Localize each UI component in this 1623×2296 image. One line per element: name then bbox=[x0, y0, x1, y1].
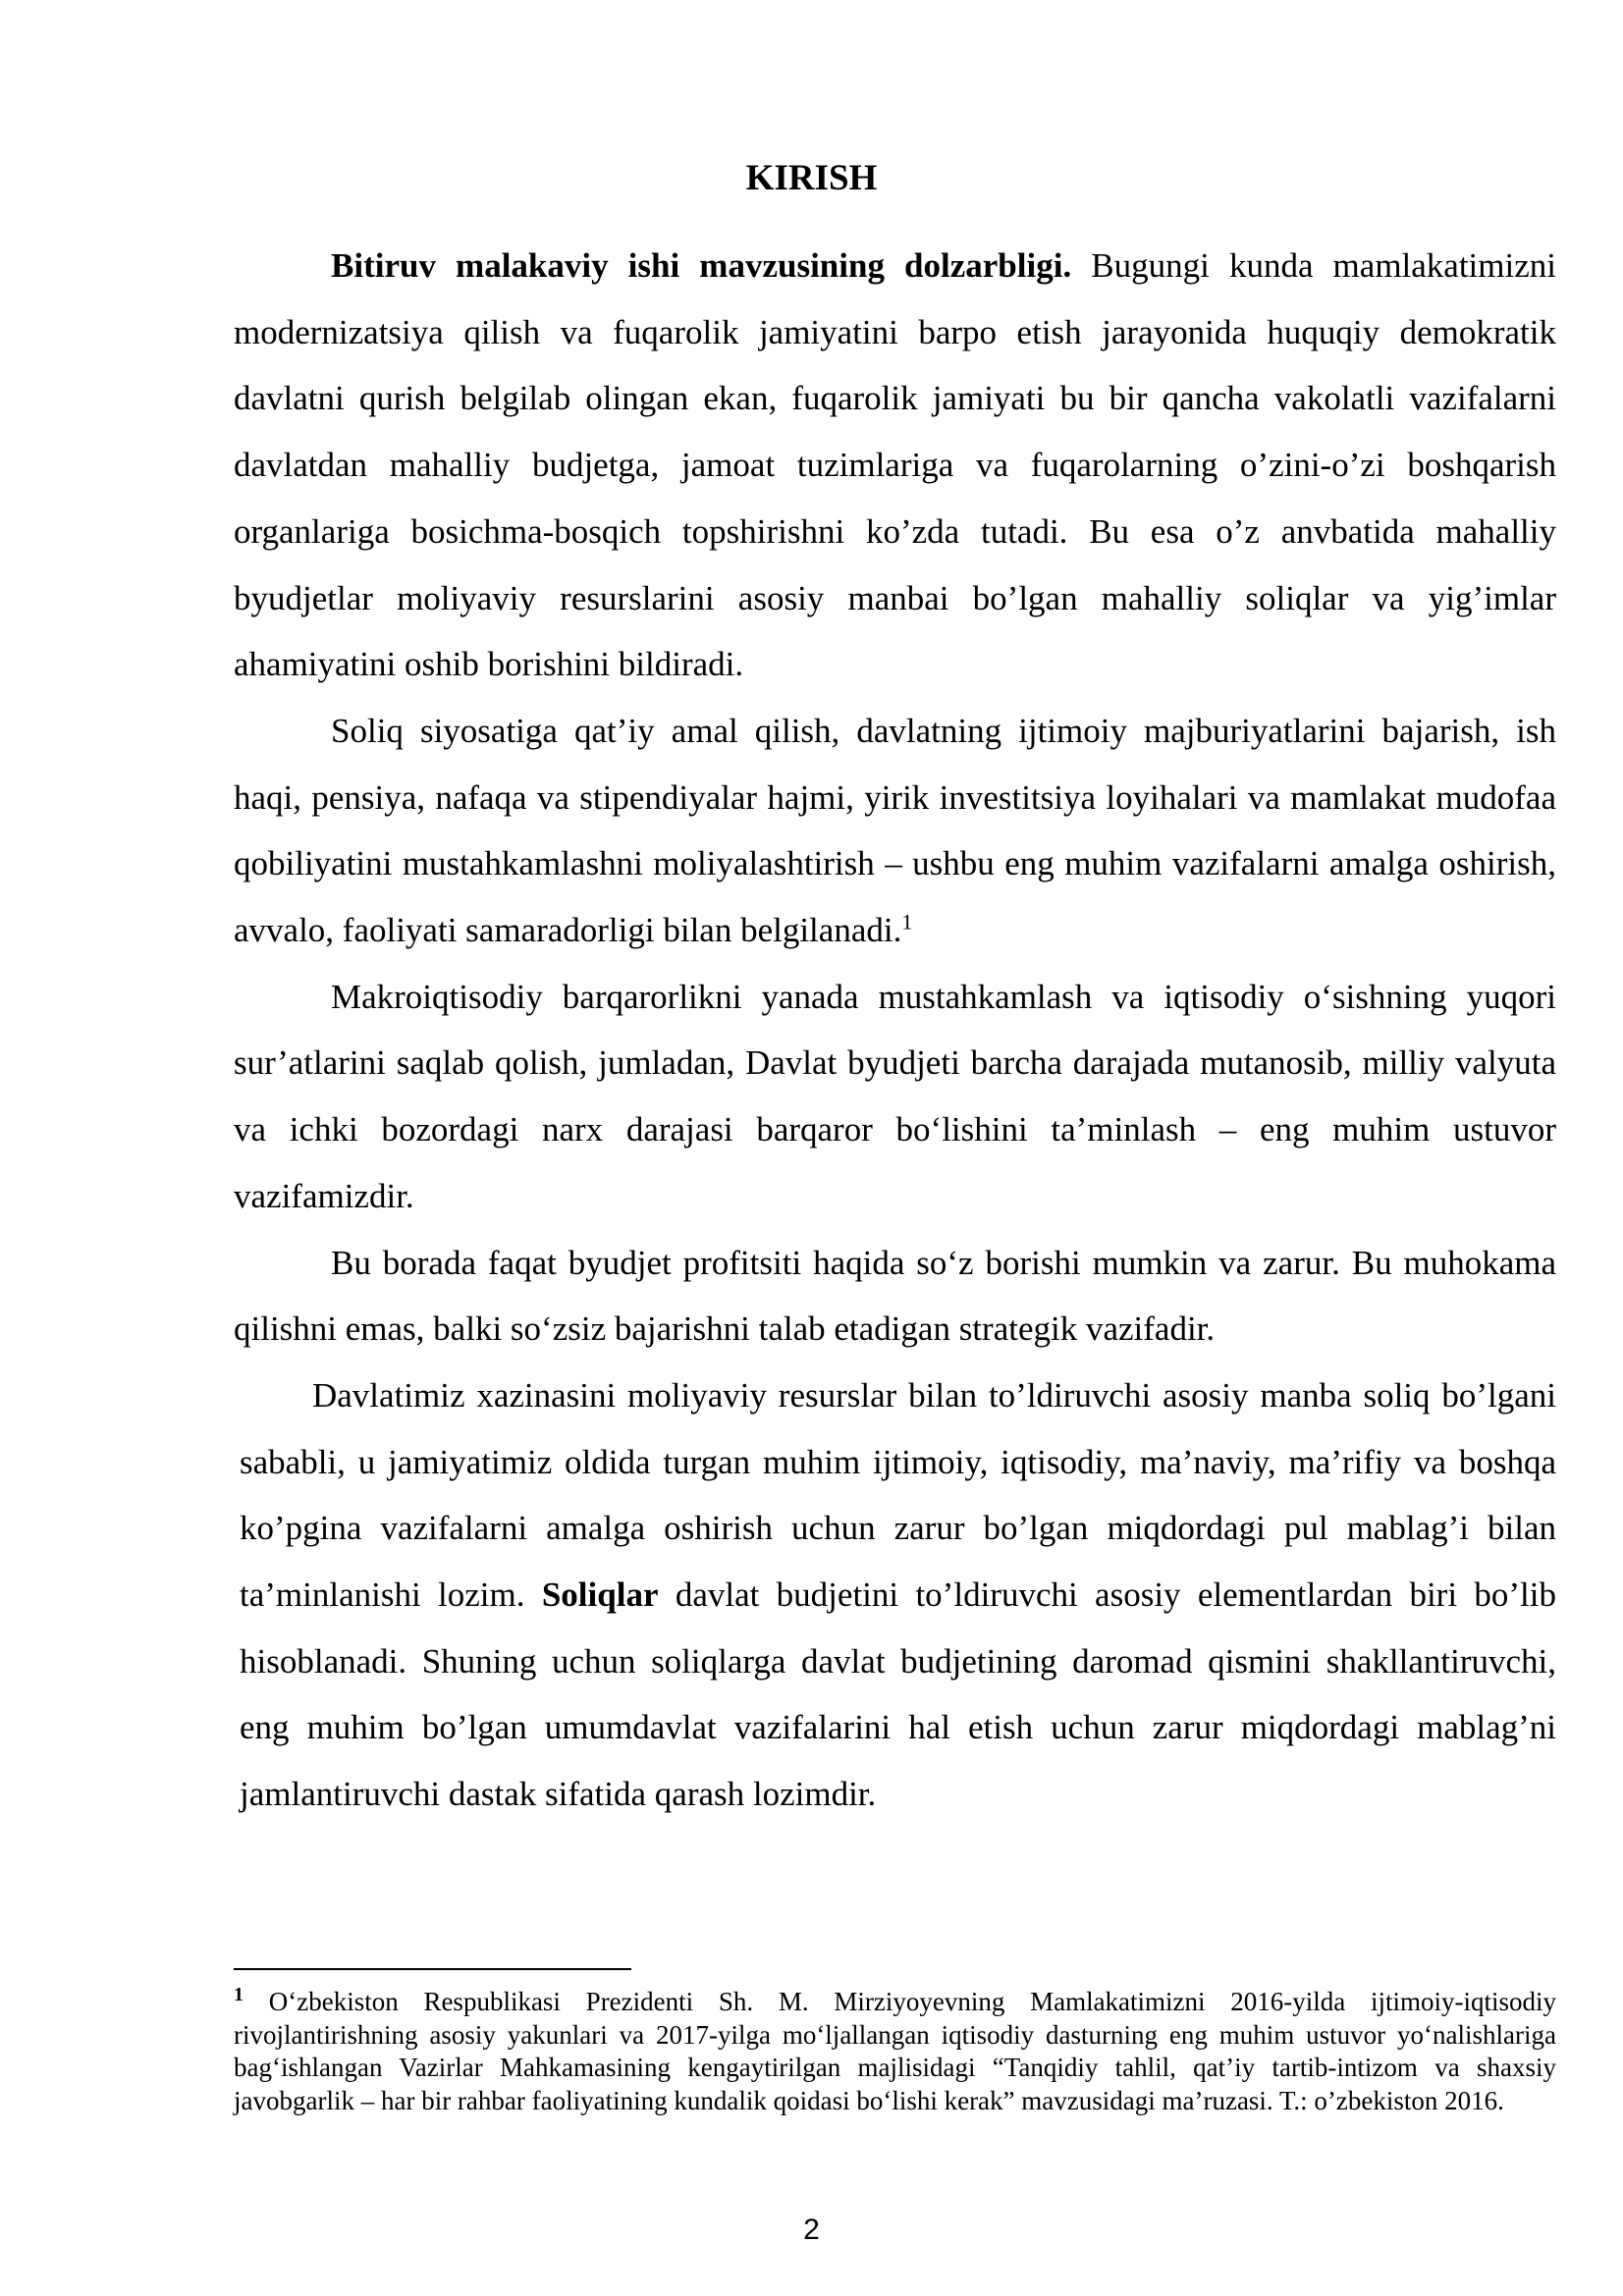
paragraph-text: Makroiqtisodiy barqarorlikni yanada mustahkamlash va iqtisodiy o‘sishning yuqori sur’atlarini saqlab qolish, jumladan, Davlat byudjeti barcha darajada mutanosib, milliy valyuta va ichki bozordagi narx darajasi barqaror bo‘lishini ta’minlash – eng muhim ustuvor vazifamizdir. bbox=[234, 977, 1556, 1215]
footnote-separator bbox=[234, 1968, 631, 1970]
body-text bbox=[234, 233, 1556, 1828]
paragraph-budget-surplus bbox=[234, 1230, 1556, 1362]
page-title: KIRISH bbox=[745, 158, 878, 198]
paragraph-taxes bbox=[240, 1362, 1556, 1828]
paragraph-text: Soliq siyosatiga qat’iy amal qilish, davlatning ijtimoiy majburiyatlarini bajarish, ish haqi, pensiya, nafaqa va stipendiyalar hajmi, yirik investitsiya loyihalari va mamlakat mudofaa qobiliyatini mustahkamlashni moliyalashtirish – ushbu eng muhim vazifalarni amalga oshirish, avvalo, faoliyati samaradorligi bilan belgilanadi. bbox=[234, 711, 1556, 950]
page-number: 2 bbox=[803, 2214, 820, 2246]
paragraph-text: Bugungi kunda mamlakatimizni modernizatsiya qilish va fuqarolik jamiyatini barpo etish jarayonida huquqiy demokratik davlatni qurish belgilab olingan ekan, fuqarolik jamiyati bu bir qancha vakolatli vazifalarni davlatdan mahalliy budjetga, jamoat tuzimlariga va fuqarolarning o’zini-o’zi boshqarish organlariga bosichma-bosqich topshirishni ko’zda tutadi. Bu esa o’z anvbatida mahalliy byudjetlar moliyaviy resurslarini asosiy manbai bo’lgan mahalliy soliqlar va yig’imlar ahamiyatini oshib borishini bildiradi. bbox=[234, 246, 1556, 684]
paragraph-text: Davlatimiz xazinasini moliyaviy resurslar bilan to’ldiruvchi asosiy manba soliq bo’lgani sababli, u jamiyatimiz oldida turgan muhim ijtimoiy, iqtisodiy, ma’naviy, ma’rifiy va boshqa ko’pgina vazifalarni amalga oshirish uchun zarur bo’lgan miqdordagi pul mablag’i bilan ta’minlanishi lozim. bbox=[240, 1375, 1556, 1615]
paragraph-lead: Bitiruv malakaviy ishi mavzusining dolzarbligi. bbox=[331, 246, 1072, 285]
paragraph-text: Bu borada faqat byudjet profitsiti haqida so‘z borishi mumkin va zarur. Bu muhokama qilishni emas, balki so‘zsiz bajarishni talab etadigan strategik vazifadir. bbox=[234, 1243, 1556, 1349]
footnote-text: O‘zbekiston Respublikasi Prezidenti Sh. M. Mirziyoyevning Mamlakatimizni 2016-yilda ijtimoiy-iqtisodiy rivojlantirishning asosiy yakunlari va 2017-yilga mo‘ljallangan iqtisodiy dasturning eng muhim ustuvor yo‘nalishlariga bag‘ishlangan Vazirlar Mahkamasining kengaytirilgan majlisidagi “Tanqidiy tahlil, qat’iy tartib-intizom va shaxsiy javobgarlik – har bir rahbar faoliyatining kundalik qoidasi bo‘lishi kerak” mavzusidagi ma’ruzasi. T.: o’zbekiston 2016. bbox=[234, 1987, 1556, 2115]
footnote-reference[interactable]: 1 bbox=[901, 909, 913, 934]
paragraph-bold-term: Soliqlar bbox=[541, 1575, 659, 1615]
footnote-mark: 1 bbox=[234, 1984, 243, 2005]
paragraph-relevance bbox=[234, 233, 1556, 698]
footnote bbox=[234, 1986, 1556, 2117]
paragraph-macroeconomic bbox=[234, 964, 1556, 1230]
paragraph-tax-policy bbox=[234, 698, 1556, 964]
paragraph-text: davlat budjetini to’ldiruvchi asosiy elementlardan biri bo’lib hisoblanadi. Shuning uchun soliqlarga davlat budjetining daromad qismini shakllantiruvchi, eng muhim bo’lgan umumdavlat vazifalarini hal etish uchun zarur miqdordagi mablag’ni jamlantiruvchi dastak sifatida qarash lozimdir. bbox=[240, 1575, 1557, 1814]
